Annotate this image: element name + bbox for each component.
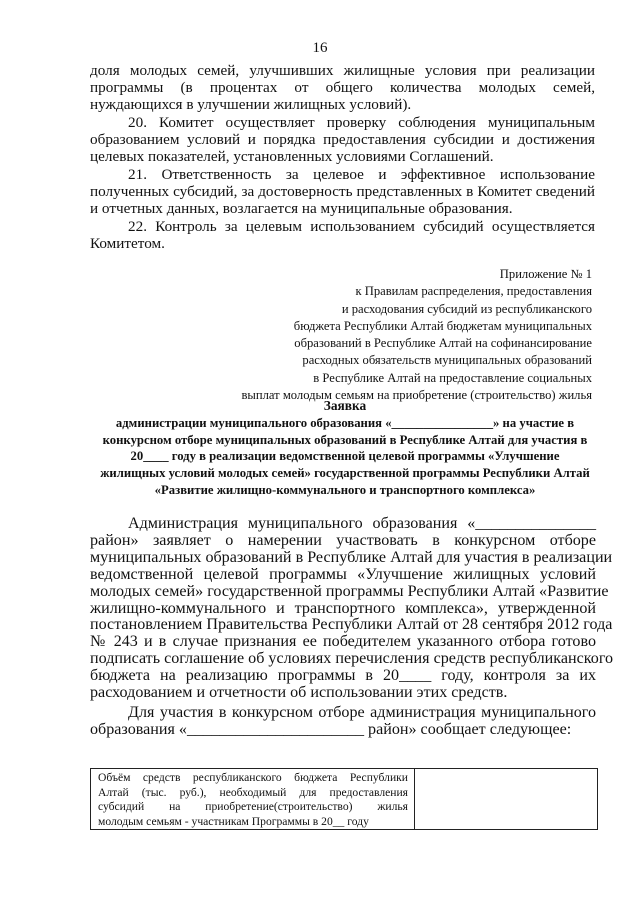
text-line: нуждающихся в улучшении жилищных условий). [90,96,412,114]
table-label-cell [91,769,415,829]
text-line: Администрация муниципального образования «_______________ [128,515,596,532]
text-line: район» заявляет о намерении участвовать в конкурсном отборе [90,531,596,549]
text-line: 22. Контроль за целевым использованием субсидий осуществляется [128,218,595,235]
text-line: Для участия в конкурсном отборе администрация муниципального [128,703,596,721]
appendix-line: в Республике Алтай на предоставление социальных [313,370,592,385]
text-line: расходованием и отчетности об использовании этих средств. [90,684,508,702]
text-line: молодых семей» государственной программы Республики Алтай «Развитие [90,582,609,600]
clause-20 [90,114,595,166]
request-line: администрации муниципального образования «________________» на участие в [115,415,575,430]
text-line: 21. Ответственность за целевое и эффективное использование [128,166,595,183]
table-value-cell[interactable] [415,769,597,829]
appendix-line: бюджета Республики Алтай бюджетам муниципальных [293,318,592,333]
text-line: муниципальных образований в Республике Алтай для участия в реализации [90,548,613,566]
appendix-line: и расходования субсидий из республиканского [341,301,592,316]
clause-21 [90,166,595,218]
text-line: жилищно-коммунального и транспортного комплекса», утвержденной [90,599,596,617]
text-line: образованием условий и порядка предоставления субсидии и достижения [90,131,595,149]
text-line: подписать соглашение об условиях перечисления средств республиканского [90,650,614,668]
table-cell-line: молодым семьям - участникам Программы в 20__ году [98,814,369,828]
text-line: доля молодых семей, улучшивших жилищные условия при реализации [90,62,595,79]
request-line: «Развитие жилищно-коммунального и транспортного комплекса» [154,482,536,497]
table-cell-line: Алтай (тыс. руб.), необходимый для предоставления [98,785,408,799]
continuation-paragraph [90,62,595,114]
request-heading [90,398,600,499]
appendix-header [162,266,592,404]
text-line: программы (в процентах от общего количества молодых семей, [90,79,595,97]
text-line: и отчетных данных, возлагается на муниципальные образования. [90,200,513,218]
appendix-line: к Правилам распределения, предоставления [355,284,592,299]
table-cell-line: Объём средств республиканского бюджета Республики [98,771,408,784]
appendix-line: образований в Республике Алтай на софинансирование [294,336,592,351]
text-line: целевых показателей, установленных условиями Соглашений. [90,148,494,166]
text-line: 20. Комитет осуществляет проверку соблюдения муниципальным [128,114,595,131]
budget-table [90,768,598,830]
text-line: Комитетом. [90,235,165,253]
text-line: ведомственной целевой программы «Улучшение жилищных условий [90,565,596,583]
appendix-line: расходных обязательств муниципальных образований [302,353,592,368]
table-cell-line: субсидий на приобретение(строительство) жилья [98,800,408,813]
text-line: № 243 и в случае признания ее победителем указанного отбора готово [90,633,596,651]
text-line: полученных субсидий, за достоверность представленных в Комитет сведений [90,183,595,201]
text-line: образования «______________________ район» сообщает следующее: [90,720,572,738]
request-title: Заявка [323,398,367,413]
text-line: бюджета на реализацию программы в 20____ году, контроля за их [90,667,596,685]
clause-22 [90,218,595,252]
request-line: жилищных условий молодых семей» государственной программы Республики Алтай [100,466,590,481]
statement-paragraph [90,515,614,739]
request-line: конкурсном отборе муниципальных образований в Республике Алтай для участия в [102,432,588,447]
text-line: постановлением Правительства Республики Алтай от 28 сентября 2012 года [90,616,613,634]
page-number: 16 [312,40,328,56]
appendix-line: выплат молодым семьям на приобретение (строительство) жилья [241,388,592,403]
request-line: 20____ году в реализации ведомственной целевой программы «Улучшение [130,449,560,464]
appendix-title: Приложение № 1 [499,267,592,281]
